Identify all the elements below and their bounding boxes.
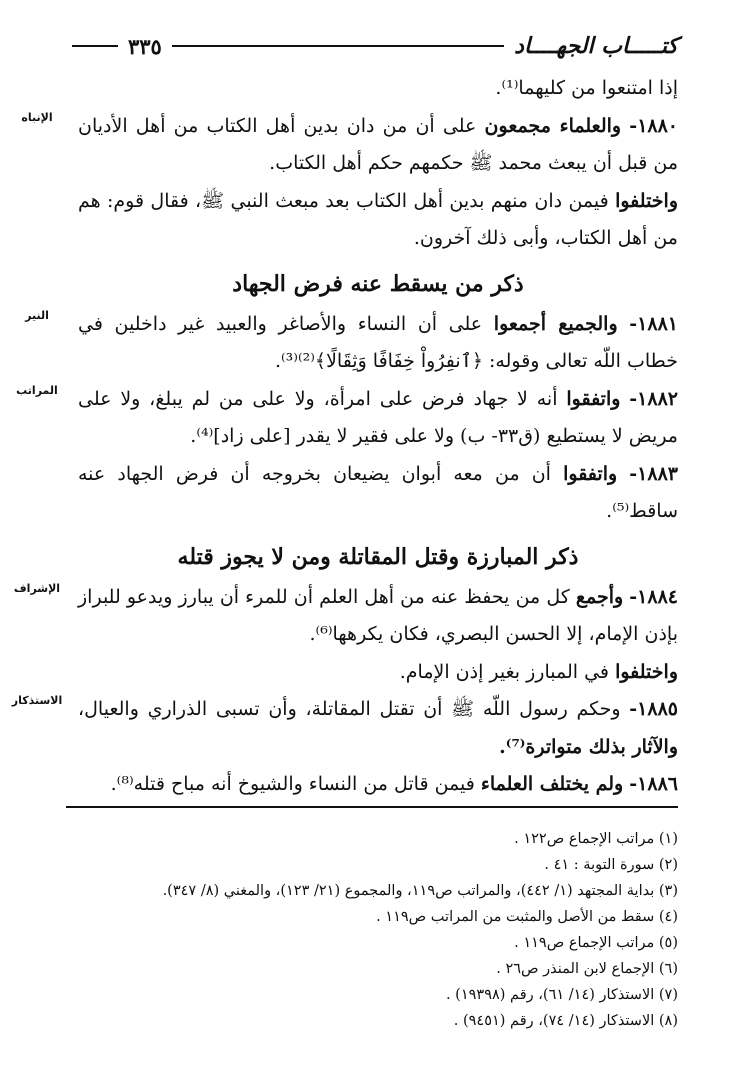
item-number: ١٨٨١- <box>629 312 678 335</box>
lead-phrase: واتفقوا <box>563 462 618 485</box>
paragraph <box>78 654 678 692</box>
paragraph <box>16 381 678 456</box>
item-number: ١٨٨٣- <box>629 462 678 485</box>
lead-phrase: والجميع أجمعوا <box>493 312 618 335</box>
bold-tail: والآثار بذلك متواترة⁽⁷⁾. <box>499 735 678 758</box>
paragraph <box>25 306 678 381</box>
paragraph <box>78 183 678 258</box>
footnote: (٦) الإجماع لابن المنذر ص٢٦ . <box>496 961 678 977</box>
paragraph-text: إذا امتنعوا من كليهما⁽¹⁾. <box>495 77 678 99</box>
header-rule-end <box>72 45 118 47</box>
paragraph <box>78 456 678 531</box>
item-number: ١٨٨٠- <box>629 114 679 137</box>
footnote-rule <box>66 806 678 808</box>
lead-phrase: واتفقوا <box>566 387 621 410</box>
paragraph <box>78 766 678 804</box>
footnote: (٥) مراتب الإجماع ص١١٩ . <box>514 935 678 951</box>
running-title: كتـــــاب الجهــــاد <box>514 33 678 59</box>
footnote: (٧) الاستذكار (١٤/ ٦١)، رقم (١٩٣٩٨) . <box>445 987 678 1003</box>
lead-phrase: ولم يختلف العلماء <box>480 773 624 795</box>
footnote: (٣) بداية المجتهد (١/ ٤٤٢)، والمراتب ص١١٩، والمجموع (٢١/ ١٢٣)، والمغني (٨/ ٣٤٧). <box>162 883 678 899</box>
paragraph-text: أن من معه أبوان يضيعان بخروجه أن فرض الجهاد عنه ساقط⁽⁵⁾. <box>78 462 678 522</box>
paragraph-text: في المبارز بغير إذن الإمام. <box>399 660 610 683</box>
section-heading: ذكر من يسقط عنه فرض الجهاد <box>232 270 524 297</box>
margin-source-label: الإنباه <box>21 110 53 124</box>
footnote: (٤) سقط من الأصل والمثبت من المراتب ص١١٩ . <box>376 909 678 925</box>
paragraph-text: كل من يحفظ عنه من أهل العلم أن للمرء أن يبارز ويدعو للبراز بإذن الإمام، إلا الحسن البصري، فكان يكرهها⁽⁶⁾. <box>78 585 678 645</box>
paragraph-text: على أن من دان بدين أهل الكتاب من أهل الأديان من قبل أن يبعث محمد ﷺ حكمهم حكم أهل الكتاب. <box>78 114 678 174</box>
lead-phrase: واختلفوا <box>615 660 678 683</box>
paragraph <box>21 108 679 183</box>
paragraph <box>11 691 678 766</box>
main-text <box>11 70 679 804</box>
section-heading: ذكر المبارزة وقتل المقاتلة ومن لا يجوز قتله <box>177 543 579 570</box>
item-number: ١٨٨٤- <box>629 585 678 608</box>
paragraph-text: وحكم رسول اللّه ﷺ أن تقتل المقاتلة، وأن تسبى الذراري والعيال، <box>78 698 621 720</box>
footnotes <box>78 826 678 1034</box>
paragraph <box>78 70 678 108</box>
footnote: (١) مراتب الإجماع ص١٢٢ . <box>514 831 678 847</box>
item-number: ١٨٨٢- <box>629 387 678 410</box>
paragraph-text: أنه لا جهاد فرض على امرأة، ولا على من لم يبلغ، ولا على مريض لا يستطيع (ق٣٣- ب) ولا على فقير لا يقدر [على زاد]⁽⁴⁾. <box>78 387 678 447</box>
paragraph <box>13 579 678 654</box>
page-number: ٣٣٥ <box>128 33 162 59</box>
footnote: (٢) سورة التوبة : ٤١ . <box>544 857 678 873</box>
footnote: (٨) الاستذكار (١٤/ ٧٤)، رقم (٩٤٥١) . <box>453 1013 678 1029</box>
lead-phrase: والعلماء مجمعون <box>484 114 622 137</box>
paragraph-text: فيمن دان منهم بدين أهل الكتاب بعد مبعث النبي ﷺ، فقال قوم: هم من أهل الكتاب، وأبى ذلك آخرون. <box>78 189 678 249</box>
margin-source-label: النير <box>25 308 49 322</box>
item-number: ١٨٨٦- <box>629 773 678 795</box>
item-number: ١٨٨٥- <box>629 698 678 720</box>
lead-phrase: واختلفوا <box>615 189 679 212</box>
header-rule <box>172 45 504 47</box>
lead-phrase: وأجمع <box>575 585 624 608</box>
margin-source-label: الإشراف <box>13 581 61 595</box>
page-header <box>72 30 678 62</box>
paragraph-text: على أن النساء والأصاغر والعبيد غير داخلين في خطاب اللّه تعالى وقوله: ﴿ٱنفِرُواْ خِفَافًا وَثِقَالًا﴾⁽²⁾⁽³⁾. <box>78 312 678 372</box>
margin-source-label: الاستذكار <box>11 694 63 707</box>
margin-source-label: المراتب <box>16 383 58 397</box>
paragraph-text: فيمن قاتل من النساء والشيوخ أنه مباح قتله⁽⁸⁾. <box>110 773 475 795</box>
